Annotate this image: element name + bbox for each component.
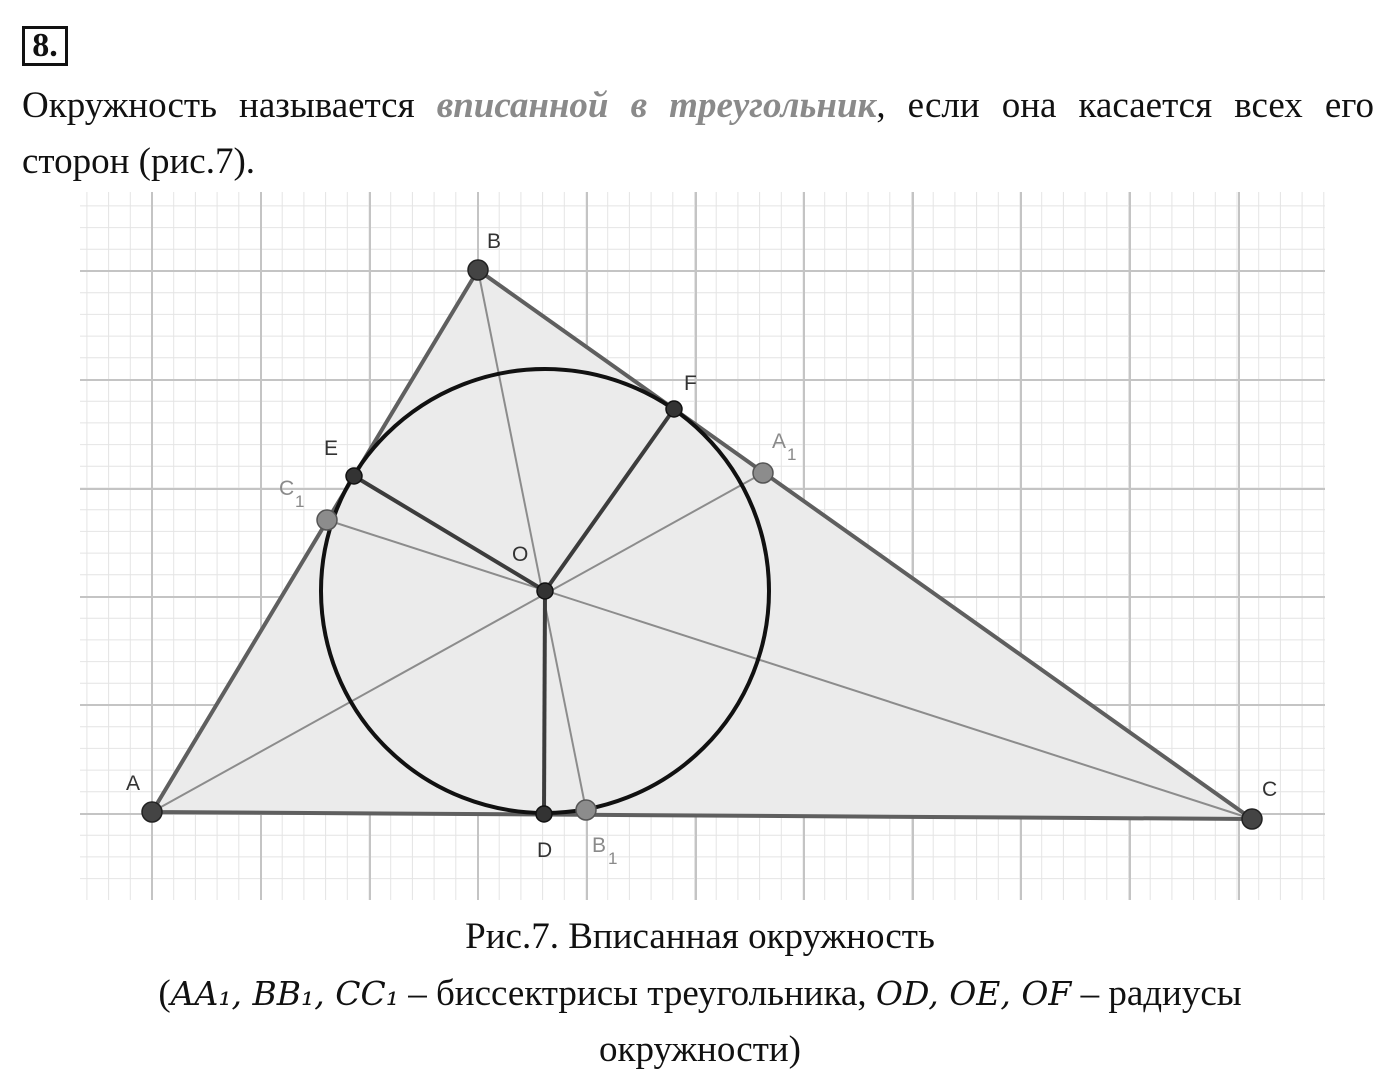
triangle-abc: [152, 270, 1252, 819]
point-d: [536, 806, 552, 822]
point-c1: [317, 510, 337, 530]
label-c: C: [1262, 778, 1278, 801]
label-c1: C: [279, 477, 295, 500]
label-c1-subscript: 1: [295, 492, 305, 511]
label-a1: A: [772, 430, 787, 453]
caption-radius-names: OD, OE, OF: [875, 974, 1072, 1013]
point-a1: [753, 463, 773, 483]
label-o: O: [512, 543, 529, 566]
radius-od: [544, 591, 545, 814]
label-a1-subscript: 1: [787, 445, 797, 464]
point-e: [346, 468, 362, 484]
caption-bisector-names: AA₁, BB₁, CC₁: [170, 974, 399, 1013]
label-a: A: [126, 772, 141, 795]
label-e: E: [324, 437, 339, 460]
definition-text-before: Окружность называется: [22, 85, 437, 126]
caption-radius-text: – радиусы: [1071, 973, 1242, 1014]
figure-caption-legend: [0, 973, 1400, 1015]
caption-open-paren: (: [158, 973, 171, 1014]
label-b1: B: [592, 834, 607, 857]
definition-term: вписанной в треугольник: [436, 85, 877, 126]
point-f: [666, 401, 682, 417]
caption-bisector-text: – биссектрисы треугольника,: [398, 973, 876, 1014]
point-a: [142, 802, 162, 822]
label-f: F: [684, 372, 697, 395]
figure-caption-title: Рис.7. Вписанная окружность: [465, 916, 935, 957]
point-b: [468, 260, 488, 280]
point-b1: [576, 800, 596, 820]
label-b1-subscript: 1: [608, 849, 618, 868]
figure-caption-end: окружности): [598, 1029, 801, 1070]
point-o: [537, 583, 553, 599]
label-d: D: [537, 839, 553, 862]
definition-text-after: , если она касается всех его сторон (рис.7).: [22, 85, 1374, 182]
label-b: B: [487, 230, 502, 253]
task-number: 8.: [22, 26, 68, 66]
point-c: [1242, 809, 1262, 829]
